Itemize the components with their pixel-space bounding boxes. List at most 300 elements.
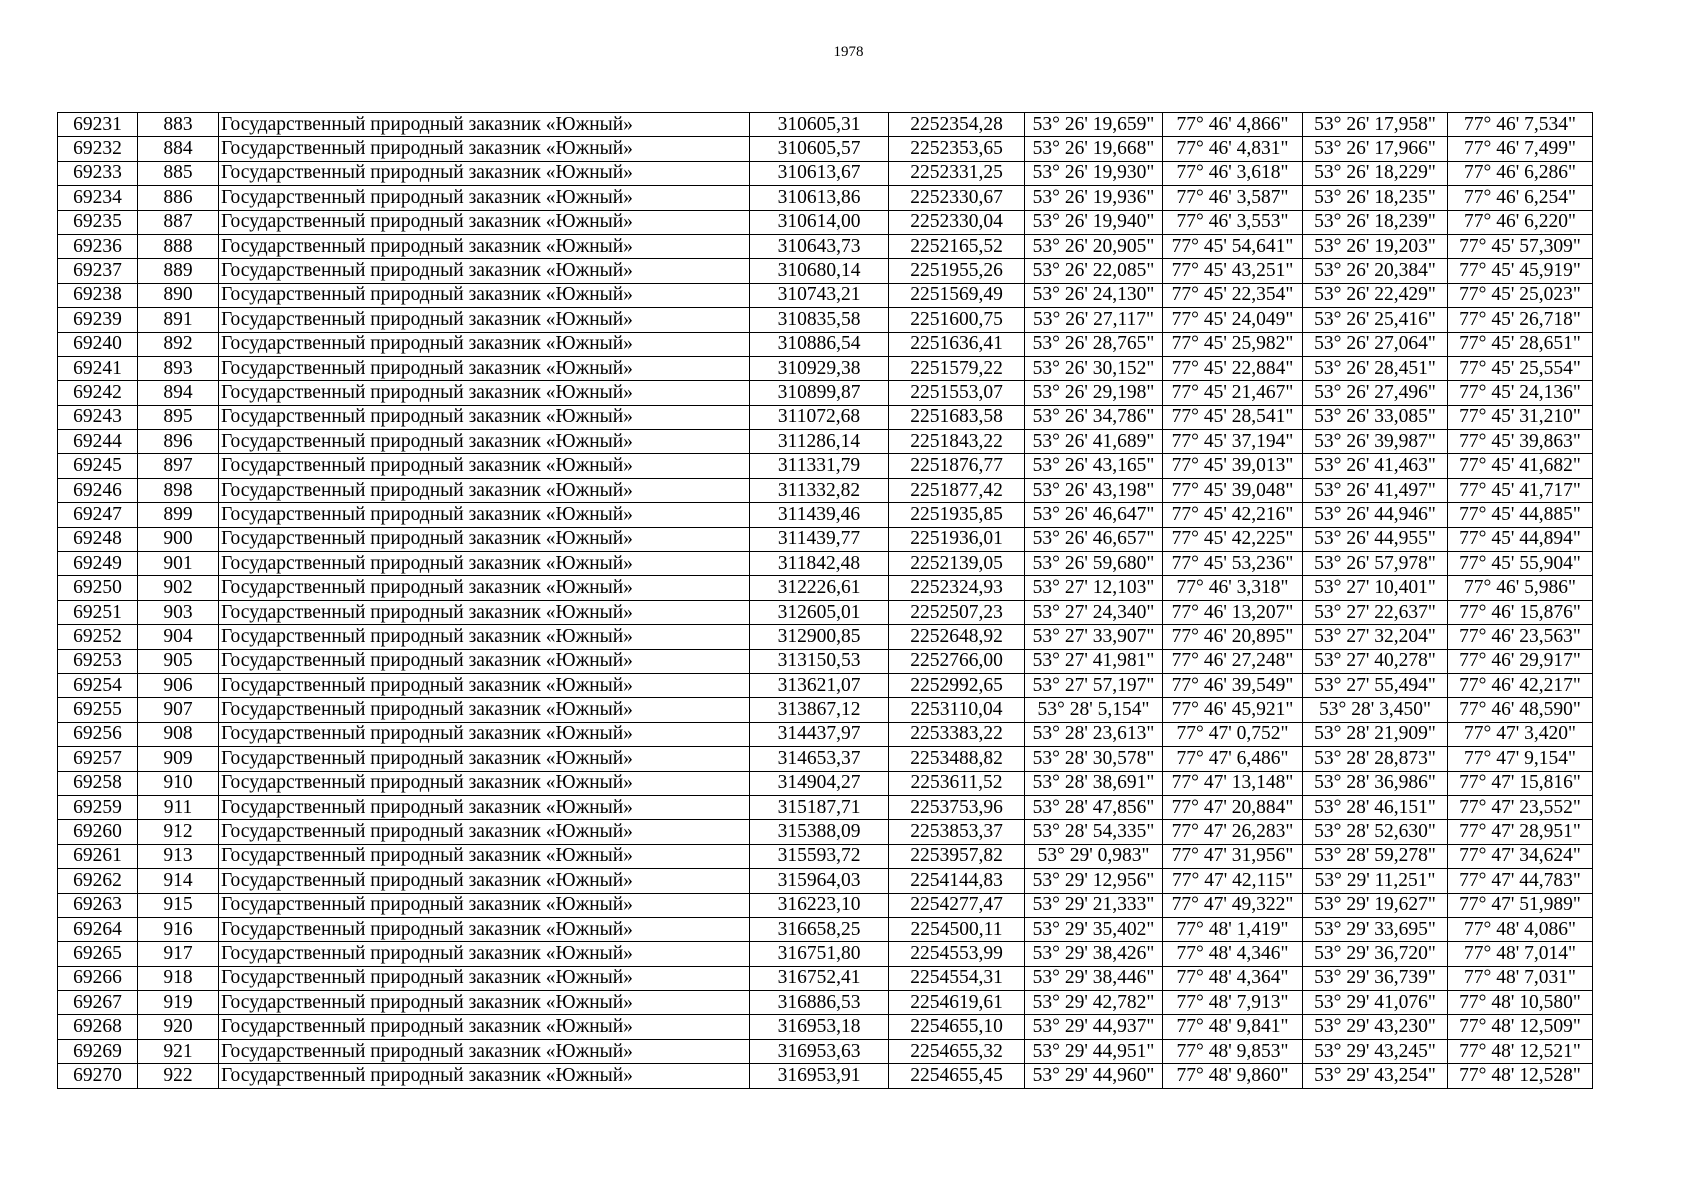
longitude-1-cell: 77° 46' 3,318" xyxy=(1163,576,1303,600)
point-number-cell: 912 xyxy=(138,820,219,844)
latitude-2-cell: 53° 28' 36,986" xyxy=(1303,771,1448,795)
latitude-1-cell: 53° 29' 38,426" xyxy=(1025,942,1163,966)
point-number-cell: 900 xyxy=(138,527,219,551)
latitude-1-cell: 53° 26' 22,085" xyxy=(1025,259,1163,283)
point-number-cell: 902 xyxy=(138,576,219,600)
table-row xyxy=(58,308,1697,332)
point-number-cell: 915 xyxy=(138,893,219,917)
longitude-2-cell: 77° 46' 7,499" xyxy=(1448,137,1593,161)
latitude-2-cell: 53° 28' 21,909" xyxy=(1303,722,1448,746)
longitude-2-cell: 77° 47' 34,624" xyxy=(1448,844,1593,868)
longitude-1-cell: 77° 46' 4,866" xyxy=(1163,113,1303,137)
reserve-name-cell: Государственный природный заказник «Южный» xyxy=(219,283,750,307)
longitude-1-cell: 77° 48' 9,853" xyxy=(1163,1039,1303,1063)
latitude-2-cell: 53° 29' 36,720" xyxy=(1303,942,1448,966)
longitude-1-cell: 77° 45' 28,541" xyxy=(1163,405,1303,429)
northing-cell: 2254655,10 xyxy=(889,1015,1025,1039)
longitude-2-cell: 77° 45' 41,717" xyxy=(1448,478,1593,502)
longitude-1-cell: 77° 45' 22,884" xyxy=(1163,356,1303,380)
easting-cell: 310613,86 xyxy=(750,186,889,210)
longitude-2-cell: 77° 45' 31,210" xyxy=(1448,405,1593,429)
longitude-1-cell: 77° 48' 9,841" xyxy=(1163,1015,1303,1039)
latitude-2-cell: 53° 28' 52,630" xyxy=(1303,820,1448,844)
point-id-cell: 69246 xyxy=(58,478,138,502)
easting-cell: 316886,53 xyxy=(750,991,889,1015)
latitude-1-cell: 53° 27' 24,340" xyxy=(1025,600,1163,624)
longitude-2-cell: 77° 46' 15,876" xyxy=(1448,600,1593,624)
easting-cell: 310835,58 xyxy=(750,308,889,332)
latitude-2-cell: 53° 27' 22,637" xyxy=(1303,600,1448,624)
table-row xyxy=(58,747,1697,771)
latitude-1-cell: 53° 26' 46,657" xyxy=(1025,527,1163,551)
table-row xyxy=(58,381,1697,405)
northing-cell: 2252354,28 xyxy=(889,113,1025,137)
reserve-name-cell: Государственный природный заказник «Южный» xyxy=(219,113,750,137)
latitude-2-cell: 53° 27' 32,204" xyxy=(1303,625,1448,649)
point-number-cell: 899 xyxy=(138,503,219,527)
longitude-2-cell: 77° 45' 41,682" xyxy=(1448,454,1593,478)
longitude-1-cell: 77° 48' 4,364" xyxy=(1163,966,1303,990)
longitude-2-cell: 77° 46' 6,286" xyxy=(1448,161,1593,185)
latitude-2-cell: 53° 28' 3,450" xyxy=(1303,698,1448,722)
northing-cell: 2254500,11 xyxy=(889,917,1025,941)
point-id-cell: 69238 xyxy=(58,283,138,307)
easting-cell: 311331,79 xyxy=(750,454,889,478)
latitude-2-cell: 53° 26' 33,085" xyxy=(1303,405,1448,429)
easting-cell: 314437,97 xyxy=(750,722,889,746)
latitude-2-cell: 53° 29' 43,245" xyxy=(1303,1039,1448,1063)
northing-cell: 2254144,83 xyxy=(889,869,1025,893)
point-number-cell: 922 xyxy=(138,1064,219,1088)
longitude-1-cell: 77° 48' 9,860" xyxy=(1163,1064,1303,1088)
reserve-name-cell: Государственный природный заказник «Южный» xyxy=(219,576,750,600)
table-row xyxy=(58,161,1697,185)
point-id-cell: 69262 xyxy=(58,869,138,893)
reserve-name-cell: Государственный природный заказник «Южный» xyxy=(219,259,750,283)
longitude-1-cell: 77° 46' 4,831" xyxy=(1163,137,1303,161)
easting-cell: 315187,71 xyxy=(750,795,889,819)
easting-cell: 311842,48 xyxy=(750,552,889,576)
point-id-cell: 69233 xyxy=(58,161,138,185)
point-number-cell: 894 xyxy=(138,381,219,405)
latitude-1-cell: 53° 26' 34,786" xyxy=(1025,405,1163,429)
latitude-1-cell: 53° 29' 42,782" xyxy=(1025,991,1163,1015)
longitude-2-cell: 77° 45' 28,651" xyxy=(1448,332,1593,356)
longitude-2-cell: 77° 48' 12,509" xyxy=(1448,1015,1593,1039)
longitude-1-cell: 77° 45' 42,216" xyxy=(1163,503,1303,527)
table-row xyxy=(58,844,1697,868)
latitude-2-cell: 53° 29' 41,076" xyxy=(1303,991,1448,1015)
point-id-cell: 69265 xyxy=(58,942,138,966)
northing-cell: 2251936,01 xyxy=(889,527,1025,551)
reserve-name-cell: Государственный природный заказник «Южный» xyxy=(219,210,750,234)
point-id-cell: 69239 xyxy=(58,308,138,332)
longitude-2-cell: 77° 47' 28,951" xyxy=(1448,820,1593,844)
point-number-cell: 918 xyxy=(138,966,219,990)
reserve-name-cell: Государственный природный заказник «Южный» xyxy=(219,1015,750,1039)
table-row xyxy=(58,600,1697,624)
longitude-2-cell: 77° 47' 3,420" xyxy=(1448,722,1593,746)
longitude-1-cell: 77° 47' 49,322" xyxy=(1163,893,1303,917)
easting-cell: 310613,67 xyxy=(750,161,889,185)
longitude-1-cell: 77° 45' 39,013" xyxy=(1163,454,1303,478)
latitude-1-cell: 53° 29' 44,951" xyxy=(1025,1039,1163,1063)
reserve-name-cell: Государственный природный заказник «Южный» xyxy=(219,795,750,819)
table-row xyxy=(58,722,1697,746)
longitude-2-cell: 77° 47' 9,154" xyxy=(1448,747,1593,771)
table-row xyxy=(58,893,1697,917)
point-number-cell: 917 xyxy=(138,942,219,966)
easting-cell: 310605,31 xyxy=(750,113,889,137)
northing-cell: 2252165,52 xyxy=(889,234,1025,258)
latitude-1-cell: 53° 26' 41,689" xyxy=(1025,430,1163,454)
easting-cell: 310643,73 xyxy=(750,234,889,258)
latitude-1-cell: 53° 29' 44,937" xyxy=(1025,1015,1163,1039)
latitude-1-cell: 53° 29' 12,956" xyxy=(1025,869,1163,893)
latitude-2-cell: 53° 26' 20,384" xyxy=(1303,259,1448,283)
table-row xyxy=(58,698,1697,722)
table-row xyxy=(58,795,1697,819)
table-row xyxy=(58,113,1697,137)
point-number-cell: 921 xyxy=(138,1039,219,1063)
table-row xyxy=(58,430,1697,454)
latitude-2-cell: 53° 26' 25,416" xyxy=(1303,308,1448,332)
northing-cell: 2252330,67 xyxy=(889,186,1025,210)
reserve-name-cell: Государственный природный заказник «Южный» xyxy=(219,625,750,649)
longitude-1-cell: 77° 47' 6,486" xyxy=(1163,747,1303,771)
reserve-name-cell: Государственный природный заказник «Южный» xyxy=(219,820,750,844)
table-row xyxy=(58,210,1697,234)
reserve-name-cell: Государственный природный заказник «Южный» xyxy=(219,893,750,917)
point-id-cell: 69235 xyxy=(58,210,138,234)
latitude-1-cell: 53° 26' 43,198" xyxy=(1025,478,1163,502)
longitude-2-cell: 77° 48' 12,521" xyxy=(1448,1039,1593,1063)
point-number-cell: 903 xyxy=(138,600,219,624)
reserve-name-cell: Государственный природный заказник «Южный» xyxy=(219,673,750,697)
latitude-1-cell: 53° 26' 27,117" xyxy=(1025,308,1163,332)
latitude-1-cell: 53° 29' 21,333" xyxy=(1025,893,1163,917)
longitude-1-cell: 77° 48' 4,346" xyxy=(1163,942,1303,966)
table-row xyxy=(58,552,1697,576)
northing-cell: 2253383,22 xyxy=(889,722,1025,746)
northing-cell: 2251683,58 xyxy=(889,405,1025,429)
longitude-2-cell: 77° 46' 6,254" xyxy=(1448,186,1593,210)
easting-cell: 311439,46 xyxy=(750,503,889,527)
longitude-1-cell: 77° 46' 27,248" xyxy=(1163,649,1303,673)
point-id-cell: 69249 xyxy=(58,552,138,576)
table-row xyxy=(58,625,1697,649)
table-row xyxy=(58,673,1697,697)
longitude-1-cell: 77° 46' 3,587" xyxy=(1163,186,1303,210)
point-id-cell: 69253 xyxy=(58,649,138,673)
reserve-name-cell: Государственный природный заказник «Южный» xyxy=(219,917,750,941)
reserve-name-cell: Государственный природный заказник «Южный» xyxy=(219,869,750,893)
longitude-1-cell: 77° 45' 37,194" xyxy=(1163,430,1303,454)
easting-cell: 316223,10 xyxy=(750,893,889,917)
latitude-1-cell: 53° 27' 12,103" xyxy=(1025,576,1163,600)
longitude-1-cell: 77° 46' 45,921" xyxy=(1163,698,1303,722)
latitude-2-cell: 53° 26' 17,966" xyxy=(1303,137,1448,161)
point-id-cell: 69240 xyxy=(58,332,138,356)
point-number-cell: 911 xyxy=(138,795,219,819)
table-row xyxy=(58,259,1697,283)
northing-cell: 2251935,85 xyxy=(889,503,1025,527)
table-row xyxy=(58,186,1697,210)
longitude-2-cell: 77° 48' 7,031" xyxy=(1448,966,1593,990)
northing-cell: 2253753,96 xyxy=(889,795,1025,819)
point-id-cell: 69258 xyxy=(58,771,138,795)
reserve-name-cell: Государственный природный заказник «Южный» xyxy=(219,332,750,356)
northing-cell: 2252766,00 xyxy=(889,649,1025,673)
point-id-cell: 69263 xyxy=(58,893,138,917)
point-id-cell: 69248 xyxy=(58,527,138,551)
point-number-cell: 896 xyxy=(138,430,219,454)
northing-cell: 2251636,41 xyxy=(889,332,1025,356)
point-number-cell: 919 xyxy=(138,991,219,1015)
latitude-2-cell: 53° 26' 18,235" xyxy=(1303,186,1448,210)
point-number-cell: 891 xyxy=(138,308,219,332)
table-row xyxy=(58,454,1697,478)
longitude-2-cell: 77° 45' 57,309" xyxy=(1448,234,1593,258)
longitude-2-cell: 77° 47' 44,783" xyxy=(1448,869,1593,893)
reserve-name-cell: Государственный природный заказник «Южный» xyxy=(219,161,750,185)
table-row xyxy=(58,234,1697,258)
longitude-1-cell: 77° 48' 1,419" xyxy=(1163,917,1303,941)
latitude-1-cell: 53° 28' 47,856" xyxy=(1025,795,1163,819)
latitude-1-cell: 53° 26' 24,130" xyxy=(1025,283,1163,307)
latitude-2-cell: 53° 29' 43,254" xyxy=(1303,1064,1448,1088)
reserve-name-cell: Государственный природный заказник «Южный» xyxy=(219,308,750,332)
reserve-name-cell: Государственный природный заказник «Южный» xyxy=(219,552,750,576)
northing-cell: 2251579,22 xyxy=(889,356,1025,380)
table-row xyxy=(58,1015,1697,1039)
point-number-cell: 901 xyxy=(138,552,219,576)
northing-cell: 2251569,49 xyxy=(889,283,1025,307)
table-row xyxy=(58,820,1697,844)
latitude-2-cell: 53° 27' 10,401" xyxy=(1303,576,1448,600)
table-row xyxy=(58,869,1697,893)
latitude-1-cell: 53° 26' 29,198" xyxy=(1025,381,1163,405)
northing-cell: 2254655,45 xyxy=(889,1064,1025,1088)
latitude-1-cell: 53° 28' 5,154" xyxy=(1025,698,1163,722)
longitude-1-cell: 77° 46' 20,895" xyxy=(1163,625,1303,649)
longitude-2-cell: 77° 48' 12,528" xyxy=(1448,1064,1593,1088)
northing-cell: 2251600,75 xyxy=(889,308,1025,332)
easting-cell: 310899,87 xyxy=(750,381,889,405)
longitude-1-cell: 77° 47' 42,115" xyxy=(1163,869,1303,893)
point-number-cell: 910 xyxy=(138,771,219,795)
northing-cell: 2252330,04 xyxy=(889,210,1025,234)
point-number-cell: 892 xyxy=(138,332,219,356)
latitude-2-cell: 53° 26' 27,064" xyxy=(1303,332,1448,356)
longitude-2-cell: 77° 45' 25,554" xyxy=(1448,356,1593,380)
easting-cell: 310680,14 xyxy=(750,259,889,283)
point-number-cell: 889 xyxy=(138,259,219,283)
latitude-1-cell: 53° 26' 19,930" xyxy=(1025,161,1163,185)
point-id-cell: 69264 xyxy=(58,917,138,941)
easting-cell: 310886,54 xyxy=(750,332,889,356)
point-id-cell: 69259 xyxy=(58,795,138,819)
point-id-cell: 69267 xyxy=(58,991,138,1015)
longitude-2-cell: 77° 45' 45,919" xyxy=(1448,259,1593,283)
point-id-cell: 69234 xyxy=(58,186,138,210)
longitude-2-cell: 77° 46' 23,563" xyxy=(1448,625,1593,649)
longitude-1-cell: 77° 47' 20,884" xyxy=(1163,795,1303,819)
reserve-name-cell: Государственный природный заказник «Южный» xyxy=(219,991,750,1015)
latitude-1-cell: 53° 26' 28,765" xyxy=(1025,332,1163,356)
longitude-2-cell: 77° 45' 24,136" xyxy=(1448,381,1593,405)
northing-cell: 2251553,07 xyxy=(889,381,1025,405)
point-id-cell: 69236 xyxy=(58,234,138,258)
northing-cell: 2253957,82 xyxy=(889,844,1025,868)
latitude-2-cell: 53° 29' 43,230" xyxy=(1303,1015,1448,1039)
easting-cell: 315964,03 xyxy=(750,869,889,893)
northing-cell: 2253488,82 xyxy=(889,747,1025,771)
point-id-cell: 69247 xyxy=(58,503,138,527)
easting-cell: 310605,57 xyxy=(750,137,889,161)
latitude-2-cell: 53° 27' 55,494" xyxy=(1303,673,1448,697)
table-row xyxy=(58,917,1697,941)
coordinates-table xyxy=(57,112,1697,1089)
point-id-cell: 69270 xyxy=(58,1064,138,1088)
point-id-cell: 69256 xyxy=(58,722,138,746)
point-number-cell: 920 xyxy=(138,1015,219,1039)
longitude-1-cell: 77° 47' 0,752" xyxy=(1163,722,1303,746)
latitude-2-cell: 53° 28' 28,873" xyxy=(1303,747,1448,771)
table-row xyxy=(58,1039,1697,1063)
easting-cell: 310743,21 xyxy=(750,283,889,307)
point-number-cell: 887 xyxy=(138,210,219,234)
latitude-2-cell: 53° 26' 44,955" xyxy=(1303,527,1448,551)
easting-cell: 316953,91 xyxy=(750,1064,889,1088)
easting-cell: 310614,00 xyxy=(750,210,889,234)
reserve-name-cell: Государственный природный заказник «Южный» xyxy=(219,137,750,161)
latitude-2-cell: 53° 28' 59,278" xyxy=(1303,844,1448,868)
longitude-1-cell: 77° 46' 3,553" xyxy=(1163,210,1303,234)
longitude-1-cell: 77° 47' 31,956" xyxy=(1163,844,1303,868)
longitude-1-cell: 77° 45' 21,467" xyxy=(1163,381,1303,405)
reserve-name-cell: Государственный природный заказник «Южный» xyxy=(219,356,750,380)
reserve-name-cell: Государственный природный заказник «Южный» xyxy=(219,503,750,527)
northing-cell: 2253853,37 xyxy=(889,820,1025,844)
latitude-1-cell: 53° 29' 0,983" xyxy=(1025,844,1163,868)
easting-cell: 311439,77 xyxy=(750,527,889,551)
point-number-cell: 904 xyxy=(138,625,219,649)
latitude-2-cell: 53° 26' 41,463" xyxy=(1303,454,1448,478)
latitude-2-cell: 53° 27' 40,278" xyxy=(1303,649,1448,673)
point-number-cell: 893 xyxy=(138,356,219,380)
point-id-cell: 69242 xyxy=(58,381,138,405)
table-row xyxy=(58,576,1697,600)
latitude-2-cell: 53° 26' 18,239" xyxy=(1303,210,1448,234)
latitude-1-cell: 53° 26' 19,659" xyxy=(1025,113,1163,137)
northing-cell: 2254277,47 xyxy=(889,893,1025,917)
latitude-2-cell: 53° 26' 22,429" xyxy=(1303,283,1448,307)
latitude-2-cell: 53° 28' 46,151" xyxy=(1303,795,1448,819)
point-number-cell: 883 xyxy=(138,113,219,137)
easting-cell: 316658,25 xyxy=(750,917,889,941)
longitude-1-cell: 77° 46' 39,549" xyxy=(1163,673,1303,697)
latitude-1-cell: 53° 26' 30,152" xyxy=(1025,356,1163,380)
point-number-cell: 909 xyxy=(138,747,219,771)
northing-cell: 2252139,05 xyxy=(889,552,1025,576)
reserve-name-cell: Государственный природный заказник «Южный» xyxy=(219,454,750,478)
point-id-cell: 69231 xyxy=(58,113,138,137)
point-number-cell: 913 xyxy=(138,844,219,868)
reserve-name-cell: Государственный природный заказник «Южный» xyxy=(219,527,750,551)
latitude-1-cell: 53° 26' 20,905" xyxy=(1025,234,1163,258)
easting-cell: 313621,07 xyxy=(750,673,889,697)
point-number-cell: 895 xyxy=(138,405,219,429)
latitude-1-cell: 53° 26' 19,936" xyxy=(1025,186,1163,210)
reserve-name-cell: Государственный природный заказник «Южный» xyxy=(219,186,750,210)
point-id-cell: 69260 xyxy=(58,820,138,844)
reserve-name-cell: Государственный природный заказник «Южный» xyxy=(219,649,750,673)
table-row xyxy=(58,137,1697,161)
latitude-1-cell: 53° 27' 57,197" xyxy=(1025,673,1163,697)
latitude-2-cell: 53° 26' 44,946" xyxy=(1303,503,1448,527)
latitude-2-cell: 53° 26' 39,987" xyxy=(1303,430,1448,454)
northing-cell: 2251843,22 xyxy=(889,430,1025,454)
longitude-1-cell: 77° 45' 25,982" xyxy=(1163,332,1303,356)
easting-cell: 316953,63 xyxy=(750,1039,889,1063)
reserve-name-cell: Государственный природный заказник «Южный» xyxy=(219,1039,750,1063)
latitude-1-cell: 53° 26' 46,647" xyxy=(1025,503,1163,527)
longitude-2-cell: 77° 48' 4,086" xyxy=(1448,917,1593,941)
point-id-cell: 69237 xyxy=(58,259,138,283)
latitude-1-cell: 53° 29' 38,446" xyxy=(1025,966,1163,990)
easting-cell: 314653,37 xyxy=(750,747,889,771)
point-id-cell: 69252 xyxy=(58,625,138,649)
longitude-2-cell: 77° 47' 15,816" xyxy=(1448,771,1593,795)
longitude-2-cell: 77° 45' 39,863" xyxy=(1448,430,1593,454)
reserve-name-cell: Государственный природный заказник «Южный» xyxy=(219,844,750,868)
latitude-2-cell: 53° 29' 36,739" xyxy=(1303,966,1448,990)
easting-cell: 312226,61 xyxy=(750,576,889,600)
table-row xyxy=(58,332,1697,356)
northing-cell: 2251955,26 xyxy=(889,259,1025,283)
table-row xyxy=(58,771,1697,795)
northing-cell: 2252353,65 xyxy=(889,137,1025,161)
longitude-2-cell: 77° 46' 6,220" xyxy=(1448,210,1593,234)
easting-cell: 316751,80 xyxy=(750,942,889,966)
easting-cell: 312900,85 xyxy=(750,625,889,649)
latitude-1-cell: 53° 27' 33,907" xyxy=(1025,625,1163,649)
northing-cell: 2254554,31 xyxy=(889,966,1025,990)
point-id-cell: 69243 xyxy=(58,405,138,429)
northing-cell: 2252507,23 xyxy=(889,600,1025,624)
northing-cell: 2251877,42 xyxy=(889,478,1025,502)
latitude-2-cell: 53° 26' 18,229" xyxy=(1303,161,1448,185)
longitude-2-cell: 77° 47' 51,989" xyxy=(1448,893,1593,917)
table-row xyxy=(58,405,1697,429)
latitude-1-cell: 53° 27' 41,981" xyxy=(1025,649,1163,673)
latitude-2-cell: 53° 29' 33,695" xyxy=(1303,917,1448,941)
reserve-name-cell: Государственный природный заказник «Южный» xyxy=(219,234,750,258)
latitude-1-cell: 53° 26' 43,165" xyxy=(1025,454,1163,478)
longitude-2-cell: 77° 46' 29,917" xyxy=(1448,649,1593,673)
table-row xyxy=(58,283,1697,307)
longitude-1-cell: 77° 45' 24,049" xyxy=(1163,308,1303,332)
latitude-1-cell: 53° 29' 35,402" xyxy=(1025,917,1163,941)
reserve-name-cell: Государственный природный заказник «Южный» xyxy=(219,405,750,429)
point-id-cell: 69245 xyxy=(58,454,138,478)
latitude-2-cell: 53° 29' 11,251" xyxy=(1303,869,1448,893)
northing-cell: 2254655,32 xyxy=(889,1039,1025,1063)
reserve-name-cell: Государственный природный заказник «Южный» xyxy=(219,600,750,624)
point-id-cell: 69241 xyxy=(58,356,138,380)
reserve-name-cell: Государственный природный заказник «Южный» xyxy=(219,966,750,990)
